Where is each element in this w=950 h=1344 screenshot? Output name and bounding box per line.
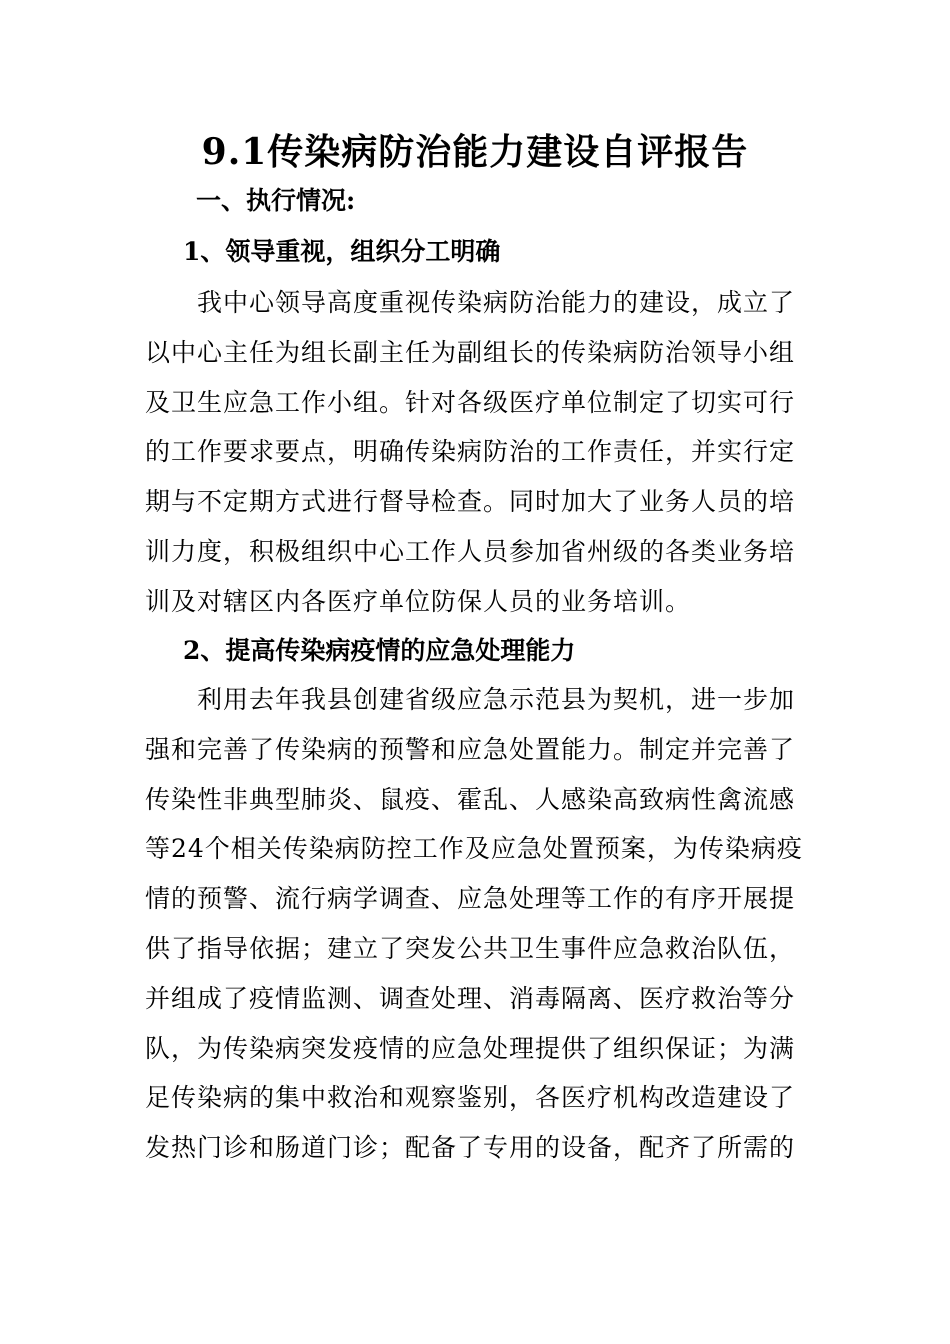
paragraph-line: 的工作要求要点，明确传染病防治的工作责任，并实行定 <box>145 437 796 467</box>
paragraph-line: 传染性非典型肺炎、鼠疫、霍乱、人感染高致病性禽流感 <box>145 784 796 814</box>
paragraph-line: 我中心领导高度重视传染病防治能力的建设，成立了 <box>145 288 796 317</box>
paragraph-line: 训力度，积极组织中心工作人员参加省州级的各类业务培 <box>145 536 796 566</box>
paragraph-line: 队，为传染病突发疫情的应急处理提供了组织保证；为满 <box>145 1033 796 1063</box>
paragraph-line: 并组成了疫情监测、调查处理、消毒隔离、医疗救治等分 <box>145 983 796 1013</box>
paragraph-line: 利用去年我县创建省级应急示范县为契机，进一步加 <box>145 685 796 714</box>
paragraph-line: 训及对辖区内各医疗单位防保人员的业务培训。 <box>145 586 692 616</box>
subsection-2-paragraph <box>145 675 815 1173</box>
document-title: 9.1传染病防治能力建设自评报告 <box>201 131 749 173</box>
paragraph-line: 足传染病的集中救治和观察鉴别，各医疗机构改造建设了 <box>145 1083 796 1113</box>
paragraph-line: 发热门诊和肠道门诊；配备了专用的设备，配齐了所需的 <box>145 1133 796 1163</box>
paragraph-line: 期与不定期方式进行督导检查。同时加大了业务人员的培 <box>145 487 796 517</box>
paragraph-line: 以中心主任为组长副主任为副组长的传染病防治领导小组 <box>145 337 796 367</box>
paragraph-line: 强和完善了传染病的预警和应急处置能力。制定并完善了 <box>145 734 796 764</box>
paragraph-line: 供了指导依据；建立了突发公共卫生事件应急救治队伍， <box>145 933 796 963</box>
paragraph-line: 等24个相关传染病防控工作及应急处置预案，为传染病疫 <box>145 834 803 864</box>
section-heading: 一、执行情况: <box>196 186 356 215</box>
paragraph-line: 情的预警、流行病学调查、应急处理等工作的有序开展提 <box>145 884 796 914</box>
paragraph-line: 及卫生应急工作小组。针对各级医疗单位制定了切实可行 <box>145 387 796 417</box>
subsection-1-paragraph <box>145 278 815 627</box>
subsection-1-heading: 1、领导重视，组织分工明确 <box>183 237 501 266</box>
subsection-2-heading: 2、提高传染病疫情的应急处理能力 <box>183 636 576 665</box>
